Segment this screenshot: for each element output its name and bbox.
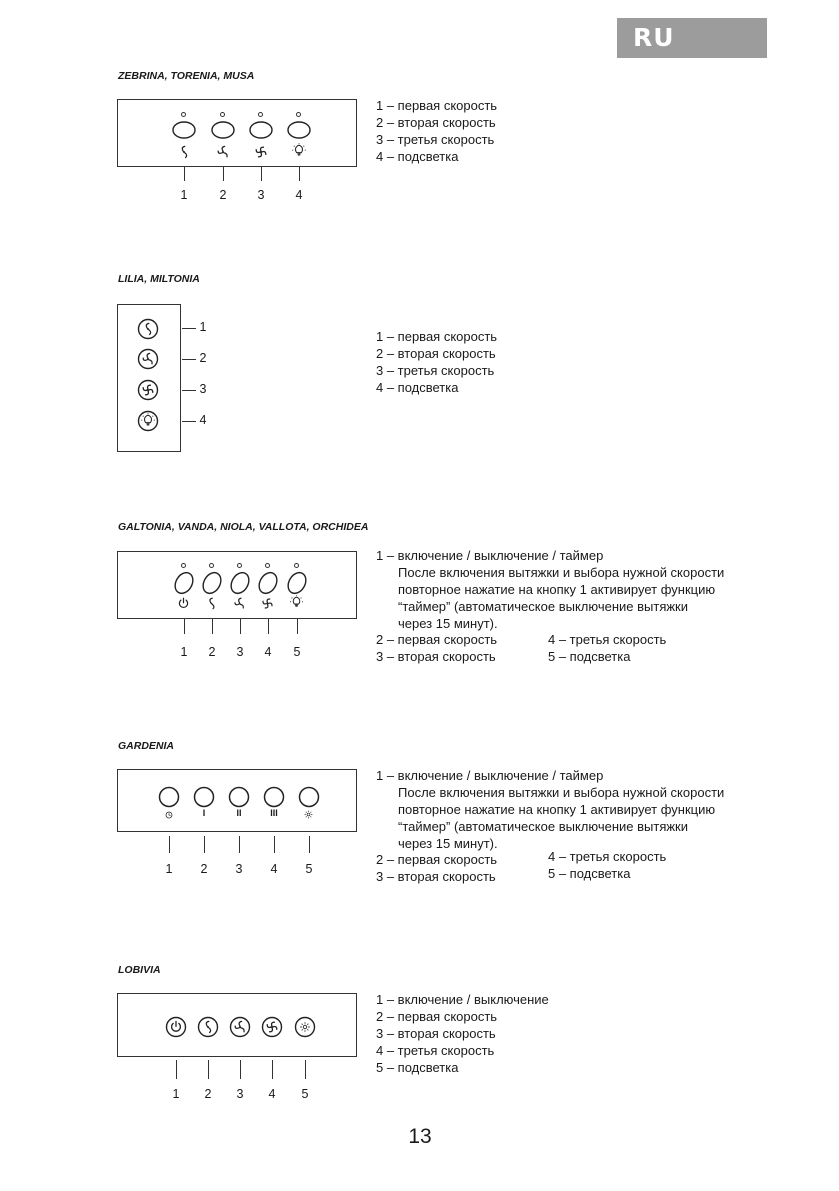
light-button[interactable] — [294, 1016, 316, 1038]
callout-line — [184, 619, 185, 634]
fan-speed-1-icon — [204, 596, 219, 611]
indicator-dot — [296, 112, 301, 117]
legend-lilia — [376, 328, 497, 396]
legend-item: 2 – первая скорость — [376, 1009, 498, 1024]
speed-1-button[interactable] — [197, 1016, 219, 1038]
legend-item: 5 – подсветка — [548, 866, 631, 881]
fan-speed-3-icon — [253, 144, 269, 160]
callout-number: 5 — [301, 1087, 309, 1101]
callout-number: 4 — [295, 188, 303, 202]
callout-line — [182, 421, 196, 422]
legend-gardenia-right — [548, 848, 666, 882]
callout-number: 4 — [270, 862, 278, 876]
legend-item: 4 – третья скорость — [548, 849, 667, 864]
indicator-dot — [209, 563, 214, 568]
legend-galtonia-right — [548, 631, 666, 665]
power-button[interactable] — [165, 1016, 187, 1038]
callout-line — [182, 359, 196, 360]
legend-item: 3 – вторая скорость — [376, 869, 496, 884]
legend-description: После включения вытяжки и выбора нужной скорости — [398, 785, 725, 800]
legend-gardenia-left — [376, 851, 497, 885]
callout-line — [268, 619, 269, 634]
legend-zebrina — [376, 97, 497, 165]
legend-lobivia — [376, 991, 549, 1076]
legend-item: 2 – первая скорость — [376, 852, 498, 867]
callout-number: 2 — [200, 862, 208, 876]
speed-1-button[interactable] — [195, 788, 214, 807]
legend-item: 1 – включение / выключение / таймер — [376, 768, 604, 783]
callout-line — [169, 836, 170, 853]
callout-line — [240, 619, 241, 634]
callout-number: 5 — [305, 862, 313, 876]
sun-icon — [302, 808, 315, 821]
legend-item: 4 – подсветка — [376, 149, 459, 164]
page-number: 13 — [408, 1125, 432, 1148]
indicator-dot — [294, 563, 299, 568]
legend-item: 4 – третья скорость — [376, 1043, 495, 1058]
indicator-dot — [265, 563, 270, 568]
indicator-dot — [181, 563, 186, 568]
legend-item: 5 – подсветка — [548, 649, 631, 664]
legend-item: 3 – вторая скорость — [376, 1026, 496, 1041]
legend-item: 4 – третья скорость — [548, 632, 667, 647]
callout-line — [299, 167, 300, 181]
power-icon — [176, 596, 191, 611]
legend-description: “таймер” (автоматическое выключение вытяжки — [398, 819, 688, 834]
callout-number: 4 — [199, 413, 207, 427]
speed-3-button[interactable] — [261, 1016, 283, 1038]
callout-number: 3 — [235, 862, 243, 876]
section-title-galtonia: GALTONIA, VANDA, NIOLA, VALLOTA, ORCHIDEA — [118, 521, 369, 533]
callout-number: 1 — [172, 1087, 180, 1101]
light-button[interactable] — [137, 410, 159, 432]
callout-number: 1 — [180, 188, 188, 202]
speed-2-mark: II — [236, 808, 242, 818]
legend-item: 1 – включение / выключение / таймер — [376, 548, 604, 563]
fan-speed-3-icon — [260, 596, 275, 611]
callout-number: 5 — [293, 645, 301, 659]
legend-description: через 15 минут). — [398, 836, 498, 851]
section-title-gardenia: GARDENIA — [118, 740, 175, 752]
button-row-zebrina — [168, 119, 318, 141]
legend-description: через 15 минут). — [398, 616, 498, 631]
callout-number: 4 — [264, 645, 272, 659]
legend-item: 3 – третья скорость — [376, 132, 495, 147]
callout-line — [261, 167, 262, 181]
callout-line — [208, 1060, 209, 1079]
callout-line — [240, 1060, 241, 1079]
indicator-dot — [258, 112, 263, 117]
light-button[interactable] — [285, 569, 310, 596]
callout-line — [272, 1060, 273, 1079]
callout-number: 2 — [219, 188, 227, 202]
callout-line — [239, 836, 240, 853]
callout-number: 2 — [199, 351, 207, 365]
speed-2-button[interactable] — [230, 788, 249, 807]
indicator-dot — [237, 563, 242, 568]
legend-item: 1 – первая скорость — [376, 329, 498, 344]
light-bulb-icon — [291, 143, 307, 159]
legend-item: 2 – первая скорость — [376, 632, 498, 647]
legend-galtonia-left — [376, 631, 497, 665]
callout-line — [182, 390, 196, 391]
power-button[interactable] — [172, 569, 197, 596]
fan-speed-2-icon — [232, 596, 247, 611]
callout-line — [305, 1060, 306, 1079]
speed-1-button[interactable] — [200, 569, 225, 596]
legend-item: 2 – вторая скорость — [376, 346, 496, 361]
section-title-zebrina: ZEBRINA, TORENIA, MUSA — [118, 70, 255, 82]
legend-description: повторное нажатие на кнопку 1 активирует функцию — [398, 582, 716, 597]
legend-description: повторное нажатие на кнопку 1 активирует функцию — [398, 802, 716, 817]
callout-line — [184, 167, 185, 181]
callout-line — [204, 836, 205, 853]
callout-line — [182, 328, 196, 329]
callout-number: 3 — [236, 1087, 244, 1101]
light-button[interactable] — [288, 122, 310, 138]
button-row-galtonia — [170, 570, 310, 596]
callout-line — [274, 836, 275, 853]
speed-1-button[interactable] — [137, 318, 159, 340]
callout-number: 3 — [236, 645, 244, 659]
legend-item: 1 – первая скорость — [376, 98, 498, 113]
section-title-lilia: LILIA, MILTONIA — [118, 273, 200, 285]
callout-number: 2 — [208, 645, 216, 659]
legend-item: 5 – подсветка — [376, 1060, 459, 1075]
callout-number: 4 — [268, 1087, 276, 1101]
callout-line — [297, 619, 298, 634]
indicator-dot — [181, 112, 186, 117]
fan-speed-1-icon — [176, 144, 192, 160]
callout-line — [223, 167, 224, 181]
light-button[interactable] — [300, 788, 319, 807]
legend-description: После включения вытяжки и выбора нужной скорости — [398, 565, 725, 580]
speed-2-button[interactable] — [229, 1016, 251, 1038]
speed-1-button[interactable] — [173, 122, 195, 138]
light-bulb-icon — [289, 595, 304, 610]
legend-item: 2 – вторая скорость — [376, 115, 496, 130]
language-badge: RU — [617, 18, 767, 58]
clock-icon — [163, 809, 175, 821]
button-row-gardenia — [158, 786, 322, 808]
callout-number: 1 — [199, 320, 207, 334]
legend-item: 1 – включение / выключение — [376, 992, 549, 1007]
callout-number: 3 — [257, 188, 265, 202]
legend-galtonia — [376, 547, 724, 632]
callout-number: 1 — [165, 862, 173, 876]
callout-number: 2 — [204, 1087, 212, 1101]
callout-line — [309, 836, 310, 853]
callout-number: 1 — [180, 645, 188, 659]
speed-3-button[interactable] — [265, 788, 284, 807]
speed-1-mark: I — [202, 808, 206, 818]
callout-line — [176, 1060, 177, 1079]
callout-number: 3 — [199, 382, 207, 396]
legend-item: 3 – третья скорость — [376, 363, 495, 378]
legend-description: “таймер” (автоматическое выключение вытяжки — [398, 599, 688, 614]
legend-item: 4 – подсветка — [376, 380, 459, 395]
speed-3-button[interactable] — [256, 569, 281, 596]
speed-2-button[interactable] — [228, 569, 253, 596]
speed-3-button[interactable] — [137, 379, 159, 401]
legend-item: 3 – вторая скорость — [376, 649, 496, 664]
speed-3-mark: III — [270, 808, 278, 818]
section-title-lobivia: LOBIVIA — [118, 964, 161, 976]
fan-speed-2-icon — [215, 144, 231, 160]
callout-line — [212, 619, 213, 634]
speed-2-button[interactable] — [212, 122, 234, 138]
legend-gardenia — [376, 767, 724, 852]
speed-2-button[interactable] — [137, 348, 159, 370]
speed-3-button[interactable] — [250, 122, 272, 138]
indicator-dot — [220, 112, 225, 117]
power-timer-button[interactable] — [160, 788, 179, 807]
